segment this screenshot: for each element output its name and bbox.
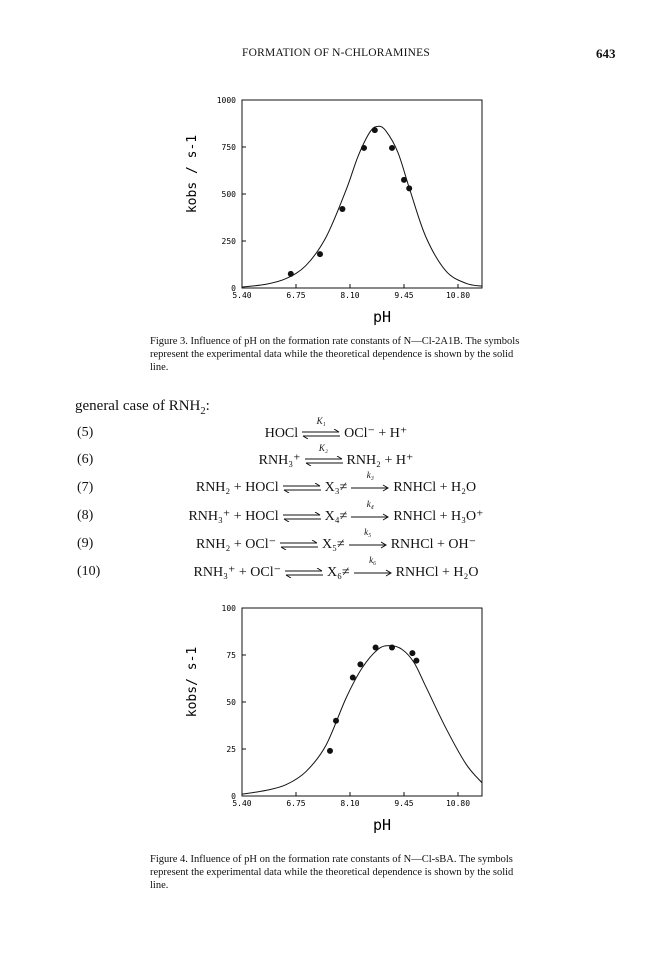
transition-state: X₄≠ bbox=[324, 509, 348, 524]
equation-products: RNHCl + H₂O bbox=[395, 565, 479, 580]
section-text-sub: 2 bbox=[200, 406, 206, 417]
equation-products: RNHCl + OH⁻ bbox=[390, 537, 477, 552]
equation-products: RNHCl + H₂O bbox=[393, 480, 477, 495]
equation-reactants: RNH₂ + OCl⁻ bbox=[195, 537, 277, 552]
y-tick-label: 1000 bbox=[216, 96, 236, 105]
data-point bbox=[288, 271, 294, 277]
data-point bbox=[350, 675, 356, 681]
y-tick-label: 750 bbox=[221, 143, 236, 152]
y-axis-title: kobs/ s-1 bbox=[185, 646, 200, 718]
equation bbox=[0, 498, 672, 525]
equation bbox=[0, 442, 672, 469]
x-tick-label: 9.45 bbox=[394, 799, 414, 808]
rate-constant-label: k₃ bbox=[366, 469, 374, 480]
equilibrium-arrow bbox=[284, 568, 324, 578]
equation-products: OCl⁻ + H⁺ bbox=[344, 426, 408, 441]
reaction-arrow bbox=[350, 498, 390, 522]
equation-reactants: RNH₃⁺ + HOCl bbox=[188, 509, 279, 524]
page-number: 643 bbox=[596, 46, 616, 61]
data-point bbox=[327, 748, 333, 754]
equilibrium-arrow bbox=[301, 415, 341, 439]
figure-3-chart bbox=[150, 90, 522, 330]
data-point bbox=[357, 661, 363, 667]
transition-state: X₅≠ bbox=[322, 537, 345, 552]
x-tick-label: 5.40 bbox=[232, 799, 252, 808]
y-axis-title: kobs / s-1 bbox=[185, 134, 200, 214]
equilibrium-arrow bbox=[304, 442, 344, 466]
equation-number: (9) bbox=[77, 536, 94, 551]
transition-state: X₆≠ bbox=[326, 565, 350, 580]
data-point bbox=[401, 177, 407, 183]
equilibrium-arrow bbox=[282, 483, 322, 493]
x-tick-label: 10.80 bbox=[445, 291, 471, 300]
data-point bbox=[339, 206, 345, 212]
x-tick-label: 9.45 bbox=[394, 291, 414, 300]
data-point bbox=[361, 145, 367, 151]
data-point bbox=[373, 644, 379, 650]
y-tick-label: 75 bbox=[226, 651, 236, 660]
data-point bbox=[409, 650, 415, 656]
reaction-arrow bbox=[353, 554, 393, 578]
y-tick-label: 25 bbox=[226, 745, 236, 754]
x-tick-label: 6.75 bbox=[286, 799, 306, 808]
rate-constant-label: k₄ bbox=[366, 498, 374, 509]
x-tick-label: 8.10 bbox=[340, 799, 360, 808]
data-point bbox=[406, 185, 412, 191]
y-tick-label: 250 bbox=[221, 237, 236, 246]
section-text: general case of RNH bbox=[75, 398, 201, 414]
reaction-arrow bbox=[350, 469, 390, 493]
y-tick-label: 100 bbox=[221, 604, 236, 613]
rate-constant-label: k₆ bbox=[369, 554, 377, 565]
y-tick-label: 0 bbox=[231, 284, 236, 293]
equilibrium-arrow bbox=[282, 512, 322, 522]
y-tick-label: 50 bbox=[226, 698, 236, 707]
data-point bbox=[333, 718, 339, 724]
y-tick-label: 0 bbox=[231, 792, 236, 801]
x-tick-label: 6.75 bbox=[286, 291, 306, 300]
figure-4-chart bbox=[150, 598, 522, 838]
equation bbox=[0, 554, 672, 581]
equation-number: (6) bbox=[77, 452, 94, 467]
x-tick-label: 8.10 bbox=[340, 291, 360, 300]
section-heading bbox=[75, 398, 210, 415]
section-text-end: : bbox=[205, 398, 210, 414]
data-point bbox=[389, 644, 395, 650]
rate-constant-label: K₂ bbox=[318, 442, 329, 453]
equation-products: RNHCl + H₃O⁺ bbox=[393, 509, 484, 524]
data-point bbox=[372, 127, 378, 133]
rate-constant-label: k₅ bbox=[364, 526, 372, 537]
figure-3-caption: Figure 3. Influence of pH on the formation rate constants of N—Cl-2A1B. The symbols represent the experimental data while the theoretical dependence is shown by the solid line. bbox=[150, 336, 520, 373]
data-point bbox=[389, 145, 395, 151]
equation bbox=[0, 469, 672, 496]
equation bbox=[0, 526, 672, 553]
equation-number: (5) bbox=[77, 425, 94, 440]
equation-reactants: RNH₃⁺ bbox=[258, 453, 301, 468]
reaction-arrow bbox=[348, 526, 388, 550]
data-point bbox=[413, 658, 419, 664]
y-tick-label: 500 bbox=[221, 190, 236, 199]
figure-4-svg bbox=[150, 598, 522, 838]
transition-state: X₃≠ bbox=[324, 480, 348, 495]
theoretical-curve bbox=[242, 646, 482, 795]
figure-3-svg bbox=[150, 90, 522, 330]
rate-constant-label: K₁ bbox=[316, 415, 326, 426]
equation-reactants: HOCl bbox=[264, 426, 299, 441]
equation-reactants: RNH₂ + HOCl bbox=[195, 480, 279, 495]
equation-number: (7) bbox=[77, 480, 94, 495]
equation-number: (8) bbox=[77, 508, 94, 523]
x-axis-title: pH bbox=[372, 308, 392, 326]
equation bbox=[0, 415, 672, 442]
plot-frame bbox=[242, 100, 482, 288]
running-title: FORMATION OF N-CHLORAMINES bbox=[242, 47, 430, 59]
x-axis-title: pH bbox=[372, 816, 392, 834]
data-point bbox=[317, 251, 323, 257]
figure-4-caption: Figure 4. Influence of pH on the formation rate constants of N—Cl-sBA. The symbols represent the experimental data while the theoretical dependence is shown by the solid line. bbox=[150, 854, 514, 891]
plot-frame bbox=[242, 608, 482, 796]
theoretical-curve bbox=[242, 126, 482, 287]
x-tick-label: 10.80 bbox=[445, 799, 471, 808]
equation-number: (10) bbox=[77, 564, 101, 579]
x-tick-label: 5.40 bbox=[232, 291, 252, 300]
equation-reactants: RNH₃⁺ + OCl⁻ bbox=[193, 565, 281, 580]
equation-products: RNH₂ + H⁺ bbox=[346, 453, 414, 468]
equilibrium-arrow bbox=[279, 540, 319, 550]
